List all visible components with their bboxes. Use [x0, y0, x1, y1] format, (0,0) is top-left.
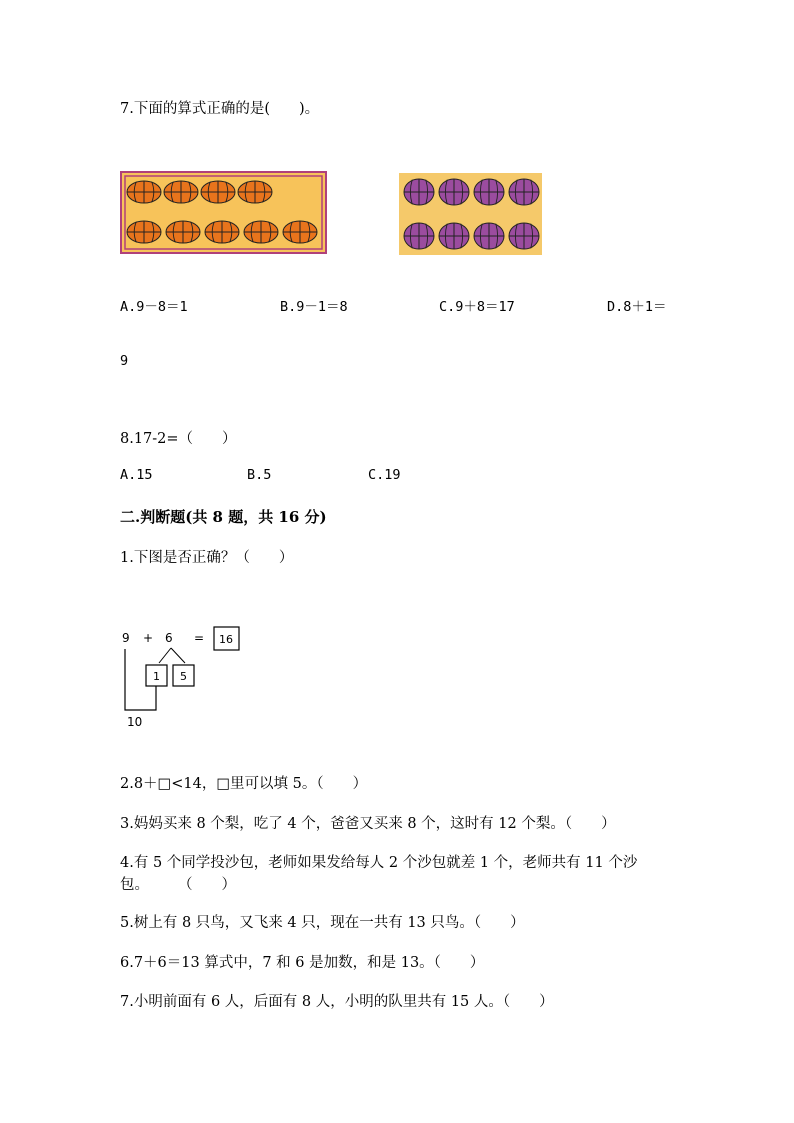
- orange-basketball-box: [120, 171, 328, 255]
- basketball-icon: [404, 223, 434, 249]
- q8-option-b[interactable]: B.5: [247, 467, 272, 483]
- q7-option-b[interactable]: B.9－1＝8: [280, 299, 348, 315]
- basketball-icon: [509, 179, 539, 205]
- diagram-b: 6: [165, 631, 173, 645]
- diagram-a: 9: [122, 631, 130, 645]
- basketball-icon: [404, 179, 434, 205]
- q8-stem: 8.17-2=（ ）: [120, 431, 237, 447]
- section-title: 二.判断题(共 8 题，共 16 分): [120, 508, 327, 526]
- diagram-split2: 5: [180, 670, 187, 683]
- purple-basketball-box: [399, 173, 542, 255]
- j2-stem: 2.8＋□<14，□里可以填 5。（ ）: [120, 776, 368, 792]
- basketball-icon: [238, 181, 272, 203]
- basketball-icon: [509, 223, 539, 249]
- j6-stem: 6.7＋6＝13 算式中，7 和 6 是加数，和是 13。（ ）: [120, 955, 485, 971]
- basketball-icon: [166, 221, 200, 243]
- q7-option-c[interactable]: C.9＋8＝17: [439, 299, 515, 315]
- basketball-icon: [164, 181, 198, 203]
- q7-stem: 7.下面的算式正确的是( )。: [120, 101, 320, 117]
- q7-option-d[interactable]: D.8＋1＝: [607, 299, 667, 315]
- q7-option-d-wrap: 9: [120, 353, 129, 369]
- j4-stem-line2: 包。 （ ）: [120, 877, 236, 893]
- q7-option-a[interactable]: A.9－8＝1: [120, 299, 188, 315]
- make-ten-diagram: [115, 622, 250, 732]
- basketball-icon: [205, 221, 239, 243]
- basketball-icon: [439, 179, 469, 205]
- diagram-split1: 1: [153, 670, 160, 683]
- basketball-icon: [127, 221, 161, 243]
- diagram-ten: 10: [127, 715, 143, 729]
- basketball-icon: [201, 181, 235, 203]
- q8-option-c[interactable]: C.19: [368, 467, 401, 483]
- basketball-icon: [439, 223, 469, 249]
- diagram-plus: +: [143, 631, 154, 645]
- basketball-icon: [474, 179, 504, 205]
- q8-option-a[interactable]: A.15: [120, 467, 153, 483]
- basketball-icon: [283, 221, 317, 243]
- basketball-icon: [244, 221, 278, 243]
- diagram-eq: =: [194, 631, 205, 645]
- j3-stem: 3.妈妈买来 8 个梨，吃了 4 个，爸爸又买来 8 个，这时有 12 个梨。（ ）: [120, 816, 616, 832]
- make-ten-bracket: [125, 649, 156, 710]
- diagram-result: 16: [219, 633, 233, 646]
- basketball-icon: [127, 181, 161, 203]
- j5-stem: 5.树上有 8 只鸟，又飞来 4 只，现在一共有 13 只鸟。（ ）: [120, 915, 525, 931]
- j4-stem-line1: 4.有 5 个同学投沙包，老师如果发给每人 2 个沙包就差 1 个，老师共有 11 个沙: [120, 855, 638, 871]
- j1-stem: 1.下图是否正确？（ ）: [120, 550, 294, 566]
- basketball-icon: [474, 223, 504, 249]
- j7-stem: 7.小明前面有 6 人，后面有 8 人，小明的队里共有 15 人。（ ）: [120, 994, 554, 1010]
